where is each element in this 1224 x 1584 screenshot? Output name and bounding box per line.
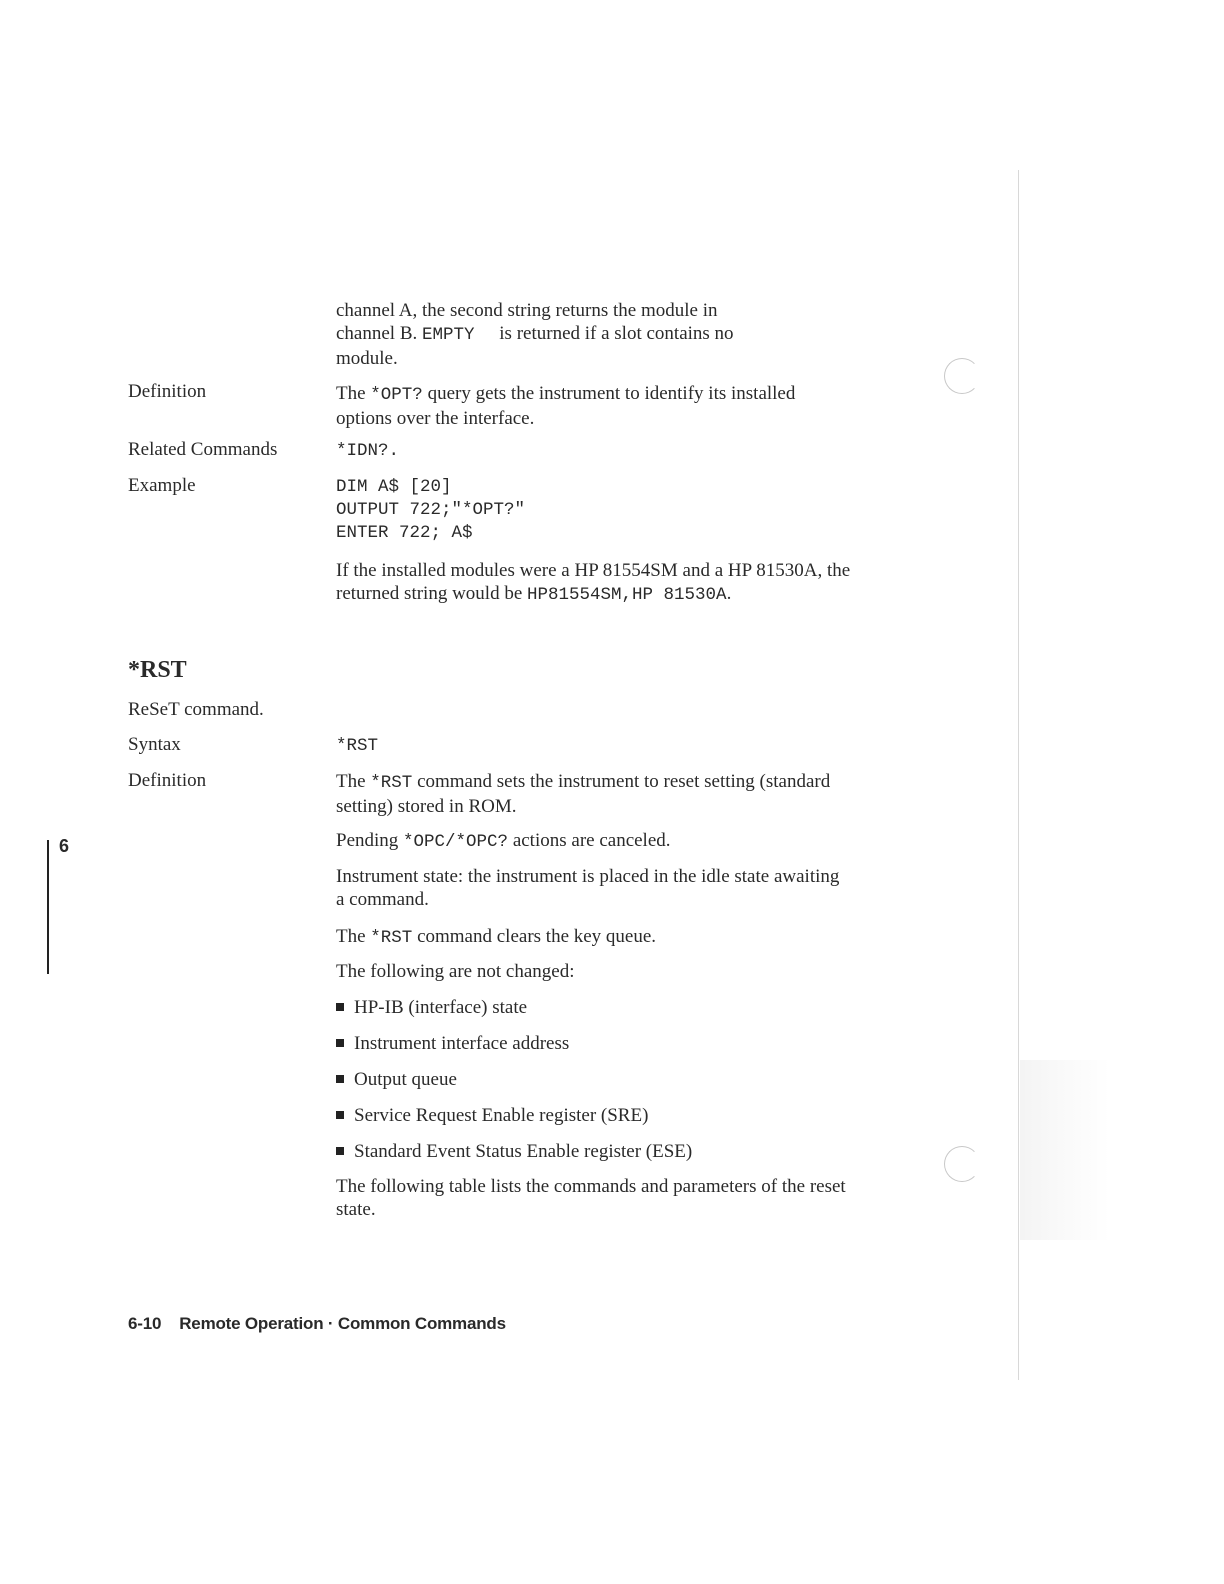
- footer-title: Remote Operation · Common Commands: [179, 1314, 506, 1333]
- list-item-text: Output queue: [354, 1069, 457, 1090]
- binder-hole-top: [944, 358, 980, 394]
- rst-definition-label: Definition: [128, 770, 207, 791]
- example-note-pre: If the installed modules were a HP 81554SM and a HP 81530A, the returned string would be: [336, 560, 851, 604]
- opt-definition-post: query gets the instrument to identify its installed options over the interface.: [336, 383, 796, 429]
- opt-definition-pre: The: [336, 383, 371, 404]
- bullet-square-icon: [336, 1039, 344, 1047]
- related-commands-label: Related Commands: [128, 439, 278, 460]
- bullet-square-icon: [336, 1075, 344, 1083]
- rst-definition-p5: The following are not changed:: [336, 961, 575, 982]
- list-item-text: Instrument interface address: [354, 1033, 570, 1054]
- rst-definition-p1: [336, 770, 866, 818]
- empty-code: EMPTY: [422, 325, 475, 345]
- bullet-square-icon: [336, 1003, 344, 1011]
- example-label: Example: [128, 475, 196, 496]
- rst-p1-post: command sets the instrument to reset setting (standard setting) stored in ROM.: [336, 771, 831, 817]
- opt-definition-text: [336, 382, 836, 430]
- syntax-value: *RST: [336, 736, 379, 756]
- rst-p4-code: *RST: [370, 928, 413, 948]
- binder-hole-bottom: [944, 1146, 980, 1182]
- syntax-label: Syntax: [128, 734, 181, 755]
- rst-p2-pre: Pending: [336, 830, 404, 851]
- example-note-code: HP81554SM,HP 81530A: [527, 585, 727, 605]
- list-item-text: Standard Event Status Enable register (ESE): [354, 1141, 693, 1162]
- rst-p1-code: *RST: [370, 773, 413, 793]
- page-edge-line: [1018, 170, 1019, 1380]
- list-item: [336, 1104, 648, 1127]
- rst-subtitle: ReSeT command.: [128, 699, 264, 720]
- rst-definition-p4: [336, 925, 886, 950]
- rst-definition-p2: [336, 829, 886, 854]
- rst-definition-p6: The following table lists the commands and parameters of the reset state.: [336, 1176, 846, 1220]
- example-code-block: [336, 476, 886, 545]
- bullet-square-icon: [336, 1147, 344, 1155]
- continuation-line-2-post: is returned if a slot contains no: [494, 323, 734, 344]
- list-item-text: HP-IB (interface) state: [354, 997, 528, 1018]
- example-code-line: ENTER 722; A$: [336, 523, 473, 543]
- example-code-line: OUTPUT 722;"*OPT?": [336, 500, 526, 520]
- example-note: [336, 559, 856, 607]
- rst-p4-post: command clears the key queue.: [412, 926, 657, 947]
- continuation-line-1: channel A, the second string returns the module in: [336, 300, 718, 321]
- bullet-square-icon: [336, 1111, 344, 1119]
- chapter-tab-bar: [47, 840, 49, 974]
- rst-p1-pre: The: [336, 771, 371, 792]
- related-commands-value: *IDN?.: [336, 441, 400, 461]
- edge-shade: [1020, 1060, 1110, 1240]
- example-note-post: .: [726, 583, 732, 604]
- continuation-line-2: [336, 322, 886, 347]
- continuation-line-2-pre: channel B.: [336, 323, 423, 344]
- page-footer: [128, 1314, 506, 1334]
- list-item: [336, 996, 527, 1019]
- rst-heading: *RST: [128, 657, 187, 683]
- page-number: 6-10: [128, 1314, 162, 1333]
- list-item-text: Service Request Enable register (SRE): [354, 1105, 649, 1126]
- chapter-tab-number: 6: [59, 836, 70, 856]
- rst-p4-pre: The: [336, 926, 371, 947]
- rst-p2-post: actions are canceled.: [508, 830, 671, 851]
- continuation-line-3: module.: [336, 348, 398, 369]
- opt-definition-code: *OPT?: [370, 385, 423, 405]
- continuation-text: [336, 299, 886, 370]
- list-item: [336, 1140, 692, 1163]
- example-code-line: DIM A$ [20]: [336, 477, 452, 497]
- opt-definition-label: Definition: [128, 381, 207, 402]
- rst-definition-p3: Instrument state: the instrument is placed in the idle state awaiting a command.: [336, 866, 840, 910]
- list-item: [336, 1032, 569, 1055]
- list-item: [336, 1068, 457, 1091]
- rst-p2-code: *OPC/*OPC?: [403, 832, 509, 852]
